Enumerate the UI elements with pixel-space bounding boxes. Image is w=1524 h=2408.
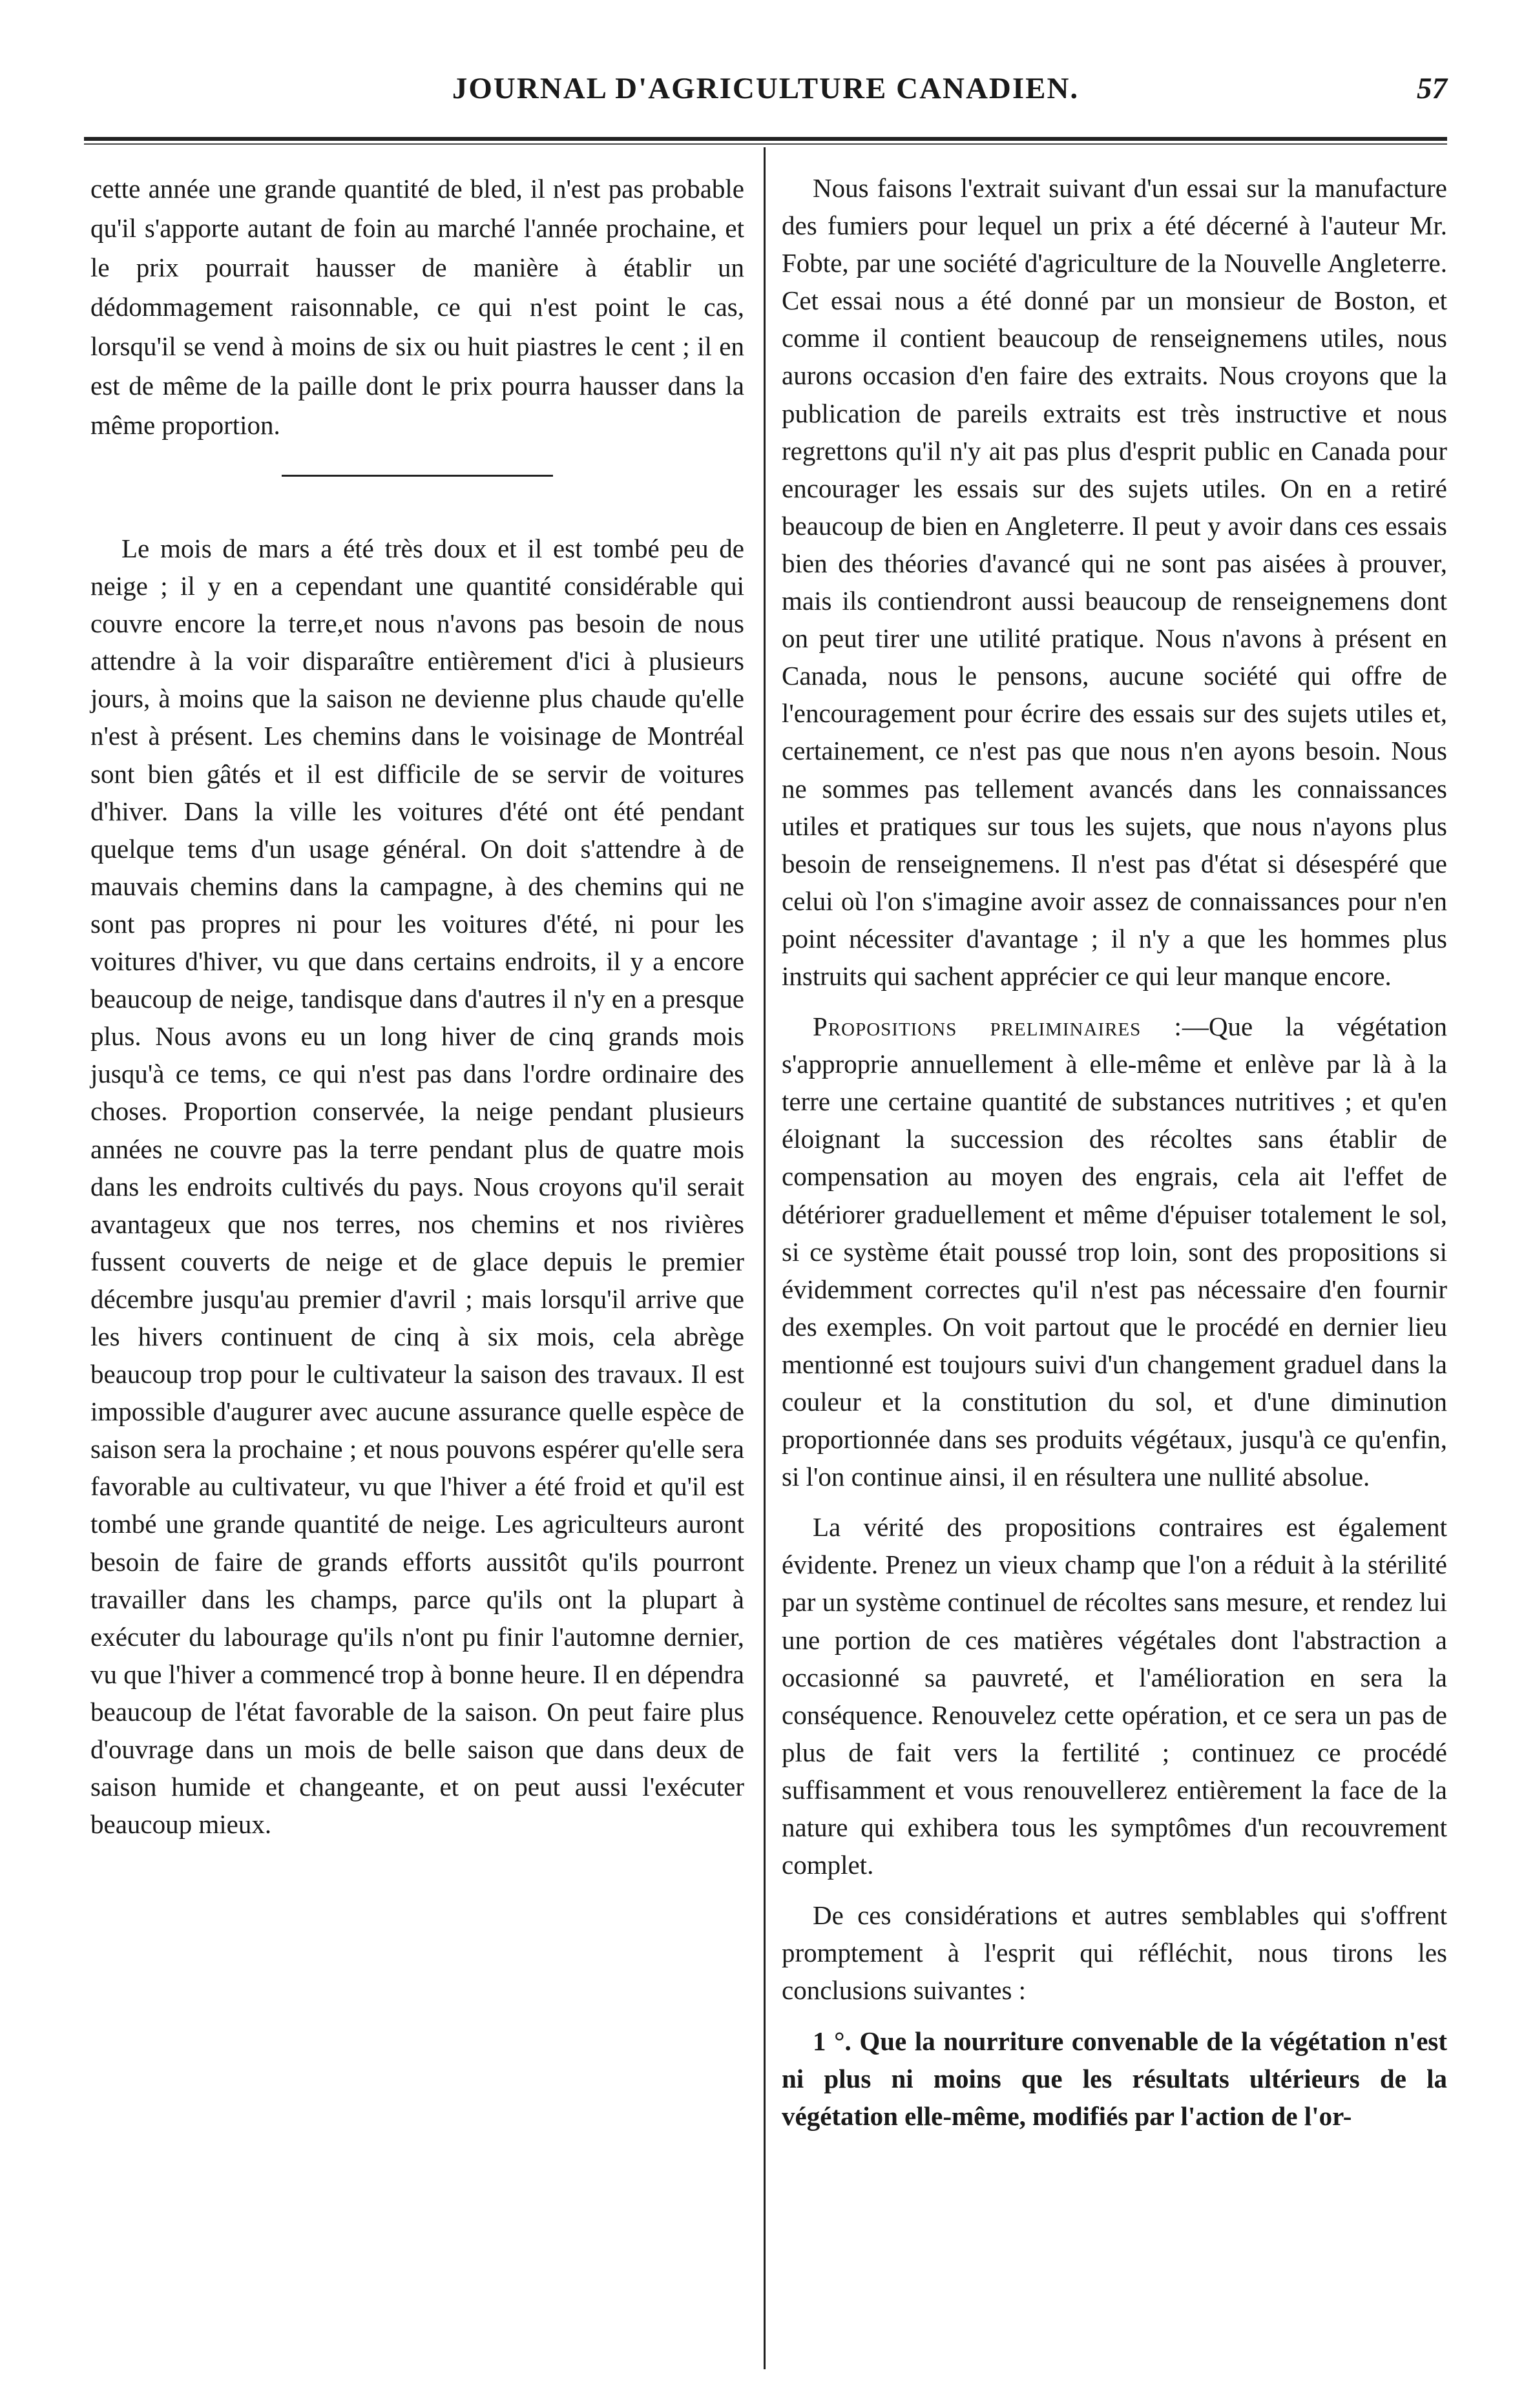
column-separator — [764, 147, 766, 2369]
left-paragraph-2: Le mois de mars a été très doux et il est tombé peu de neige ; il y en a cependant une quantité considérable qui couvre encore la terre,et nous n'avons pas besoin de nous attendre à la voir disparaître entièrement d'ici à plusieurs jours, à moins que la saison ne devienne plus chaude qu'elle n'est à présent. Les chemins dans le voisinage de Montréal sont bien gâtés et il est difficile de se servir de voitures d'hiver. Dans la ville les voitures d'été ont été pendant quelque tems d'un usage général. On doit s'attendre à de mauvais chemins dans la campagne, à des chemins qui ne sont pas propres ni pour les voitures d'été, ni pour les voitures d'hiver, vu que dans certains endroits, il y a encore beaucoup de neige, tandisque dans d'autres il n'y en a presque plus. Nous avons eu un long hiver de cinq grands mois jusqu'à ce tems, ce qui n'est pas dans l'ordre ordinaire des choses. Proportion conservée, la neige pendant plusieurs années ne couvre pas la terre pendant plus de quatre mois dans les endroits cultivés du pays. Nous croyons qu'il serait avantageux que nos terres, nos chemins et nos rivières fussent couverts de neige et de glace depuis le premier décembre jusqu'au premier d'avril ; mais lorsqu'il arrive que les hivers continuent de cinq à six mois, cela abrège beaucoup trop pour le cultivateur la saison des travaux. Il est impossible d'augurer avec aucune assurance quelle espèce de saison sera la prochaine ; et nous pouvons espérer qu'elle sera favorable au cultivateur, vu que l'hiver a été froid et qu'il est tombé une grande quantité de neige. Les agriculteurs auront besoin de faire de grands efforts aussitôt qu'ils pourront travailler dans les champs, parce qu'ils ont la plupart à exécuter du labourage qu'ils n'ont pu finir l'automne dernier, vu que l'hiver a commencé trop à bonne heure. Il en dépendra beaucoup de l'état favorable de la saison. On peut faire plus d'ouvrage dans un mois de belle saison que dans deux de saison humide et changeante, et on peut aussi l'exécuter beaucoup mieux. — [90, 534, 744, 1840]
right-paragraph-2 — [782, 1008, 1447, 1495]
right-paragraph-1: Nous faisons l'extrait suivant d'un essai sur la manufacture des fumiers pour lequel un prix a été décerné à l'auteur Mr. Fobte, par une société d'agriculture de la Nouvelle Angleterre. Cet essai nous a été donné par un monsieur de Boston, et comme il contient beaucoup de renseignemens utiles, nous aurons occasion d'en faire des extraits. Nous croyons que la publication de pareils extraits est très instructive et nous regrettons qu'il n'y ait pas plus d'esprit public en Canada pour encourager les essais sur des sujets utiles. On en a retiré beaucoup de bien en Angleterre. Il peut y avoir dans ces essais bien des théories d'avancé qui ne sont pas aisées à prouver, mais ils contiendront aussi beaucoup de renseignemens dont on peut tirer une utilité pratique. Nous n'avons à présent en Canada, nous le pensons, aucune société qui offre de l'encouragement pour écrire des essais sur des sujets utiles et, certainement, ce n'est pas que nous n'en ayons besoin. Nous ne sommes pas tellement avancés dans les connaissances utiles et pratiques sur tous les sujets, que nous n'ayons plus besoin de renseignemens. Il n'est pas d'état si désespéré que celui où l'on s'imagine avoir assez de connaissances pour n'en point nécessiter d'avantage ; il n'y a que les hommes plus instruits qui sachent apprécier ce qui leur manque encore. — [782, 173, 1447, 991]
page-header — [84, 71, 1447, 110]
left-column — [90, 169, 744, 1843]
journal-title: JOURNAL D'AGRICULTURE CANADIEN. — [452, 72, 1080, 105]
right-paragraph-4: De ces considérations et autres semblables qui s'offrent promptement à l'esprit qui réfléchit, nous tirons les conclusions suivantes : — [782, 1900, 1447, 2006]
header-rule — [84, 137, 1447, 141]
header-rule-thin — [84, 143, 1447, 145]
right-paragraph-3: La vérité des propositions contraires est également évidente. Prenez un vieux champ que l'on a réduit à la stérilité par un système continuel de récoltes sans mesure, et rendez lui une portion de ces matières végétales dont l'abstraction a occasionné sa pauvreté, et l'amélioration en sera la conséquence. Renouvelez cette opération, et ce sera un pas de plus de fait vers la fertilité ; continuez ce procédé suffisamment et vous renouvellerez entièrement la face de la nature qui exhibera tous les symptômes d'un recouvrement complet. — [782, 1512, 1447, 1880]
page-number: 57 — [1417, 72, 1447, 105]
left-paragraph-1: cette année une grande quantité de bled, il n'est pas probable qu'il s'apporte autant de foin au marché l'année prochaine, et le prix pourrait hausser de manière à établir un dédommagement raisonnable, ce qui n'est point le cas, lorsqu'il se vend à moins de six ou huit piastres le cent ; il en est de même de la paille dont le prix pourra hausser dans la même proportion. — [90, 174, 744, 440]
propositions-heading: Propositions preliminaires : — [813, 1012, 1182, 1042]
right-column — [782, 169, 1447, 2148]
right-paragraph-5: 1 °. Que la nourriture convenable de la végétation n'est ni plus ni moins que les résultats ultérieurs de la végétation elle-même, modifiés par l'action de l'or- — [782, 2026, 1447, 2131]
propositions-text: —Que la végétation s'approprie annuellement à elle-même et enlève par là à la terre une certaine quantité de substances nutritives ; et qu'en éloignant la succession des récoltes sans établir de compensation au moyen des engrais, cela ait l'effet de détériorer graduellement et même d'épuiser totalement le sol, si ce système était poussé trop loin, sont des propositions si évidemment correctes qu'il n'est pas nécessaire d'en fournir des exemples. On voit partout que le procédé en dernier lieu mentionné est toujours suivi d'un changement graduel dans la couleur et la constitution du sol, et d'une diminution proportionnée dans ses produits végétaux, jusqu'à ce qu'enfin, si l'on continue ainsi, il en résultera une nullité absolue. — [782, 1012, 1447, 1492]
section-divider — [282, 475, 553, 477]
